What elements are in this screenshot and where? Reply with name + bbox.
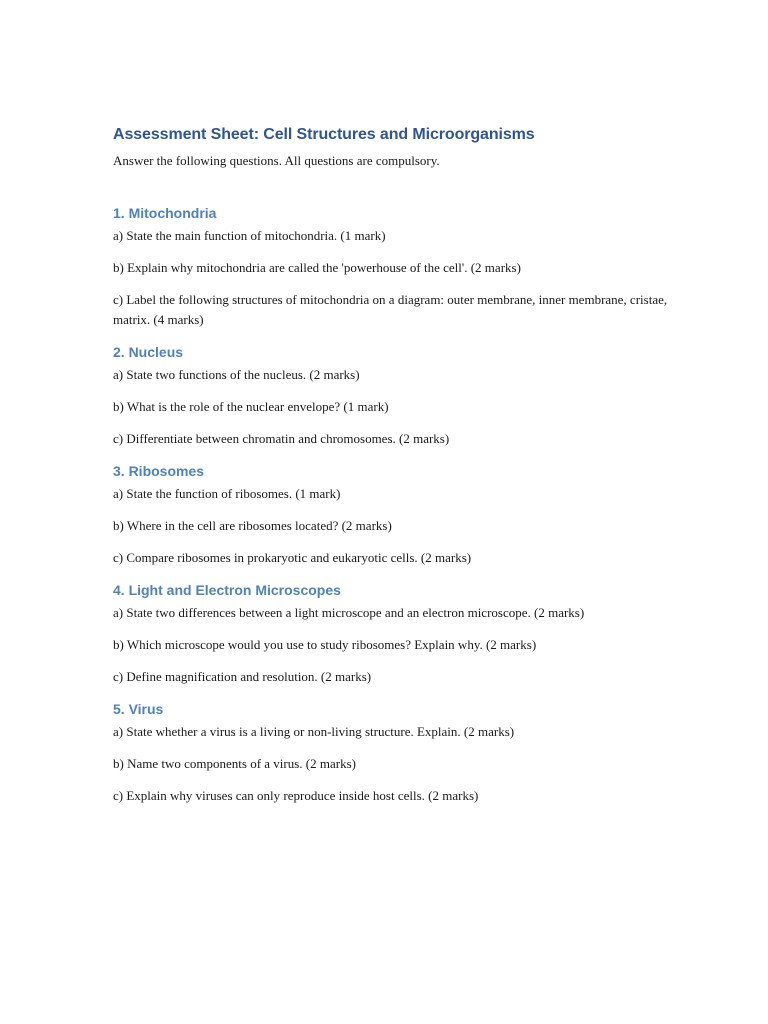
question-item: a) State the main function of mitochondria. (1 mark) bbox=[113, 228, 386, 243]
question-item: c) Label the following structures of mitochondria on a diagram: outer membrane, inner membrane, cristae, matrix. (4 marks) bbox=[113, 292, 668, 327]
section-heading: 5. Virus bbox=[113, 701, 164, 717]
question-item: a) State whether a virus is a living or non-living structure. Explain. (2 marks) bbox=[113, 724, 515, 739]
section-microscopes bbox=[113, 580, 673, 687]
document-body bbox=[113, 124, 673, 806]
section-mitochondria bbox=[113, 203, 673, 330]
question-item: b) Where in the cell are ribosomes located? (2 marks) bbox=[113, 518, 392, 533]
question-item: c) Differentiate between chromatin and chromosomes. (2 marks) bbox=[113, 431, 450, 446]
section-ribosomes bbox=[113, 461, 673, 568]
question-item: b) Which microscope would you use to study ribosomes? Explain why. (2 marks) bbox=[113, 637, 537, 652]
section-heading: 1. Mitochondria bbox=[113, 205, 217, 221]
section-heading: 2. Nucleus bbox=[113, 344, 184, 360]
question-item: b) What is the role of the nuclear envelope? (1 mark) bbox=[113, 399, 389, 414]
question-item: b) Name two components of a virus. (2 marks) bbox=[113, 756, 356, 771]
question-item: c) Define magnification and resolution. (2 marks) bbox=[113, 669, 372, 684]
question-item: a) State two functions of the nucleus. (2 marks) bbox=[113, 367, 360, 382]
question-item: c) Explain why viruses can only reproduce inside host cells. (2 marks) bbox=[113, 788, 479, 803]
section-virus bbox=[113, 699, 673, 806]
question-item: c) Compare ribosomes in prokaryotic and eukaryotic cells. (2 marks) bbox=[113, 550, 472, 565]
question-item: b) Explain why mitochondria are called the 'powerhouse of the cell'. (2 marks) bbox=[113, 260, 521, 275]
question-item: a) State two differences between a light microscope and an electron microscope. (2 marks) bbox=[113, 605, 585, 620]
section-nucleus bbox=[113, 342, 673, 449]
question-item: a) State the function of ribosomes. (1 mark) bbox=[113, 486, 341, 501]
section-heading: 3. Ribosomes bbox=[113, 463, 205, 479]
document-title: Assessment Sheet: Cell Structures and Microorganisms bbox=[113, 126, 535, 143]
instructions-text: Answer the following questions. All questions are compulsory. bbox=[113, 153, 440, 168]
section-heading: 4. Light and Electron Microscopes bbox=[113, 582, 341, 598]
